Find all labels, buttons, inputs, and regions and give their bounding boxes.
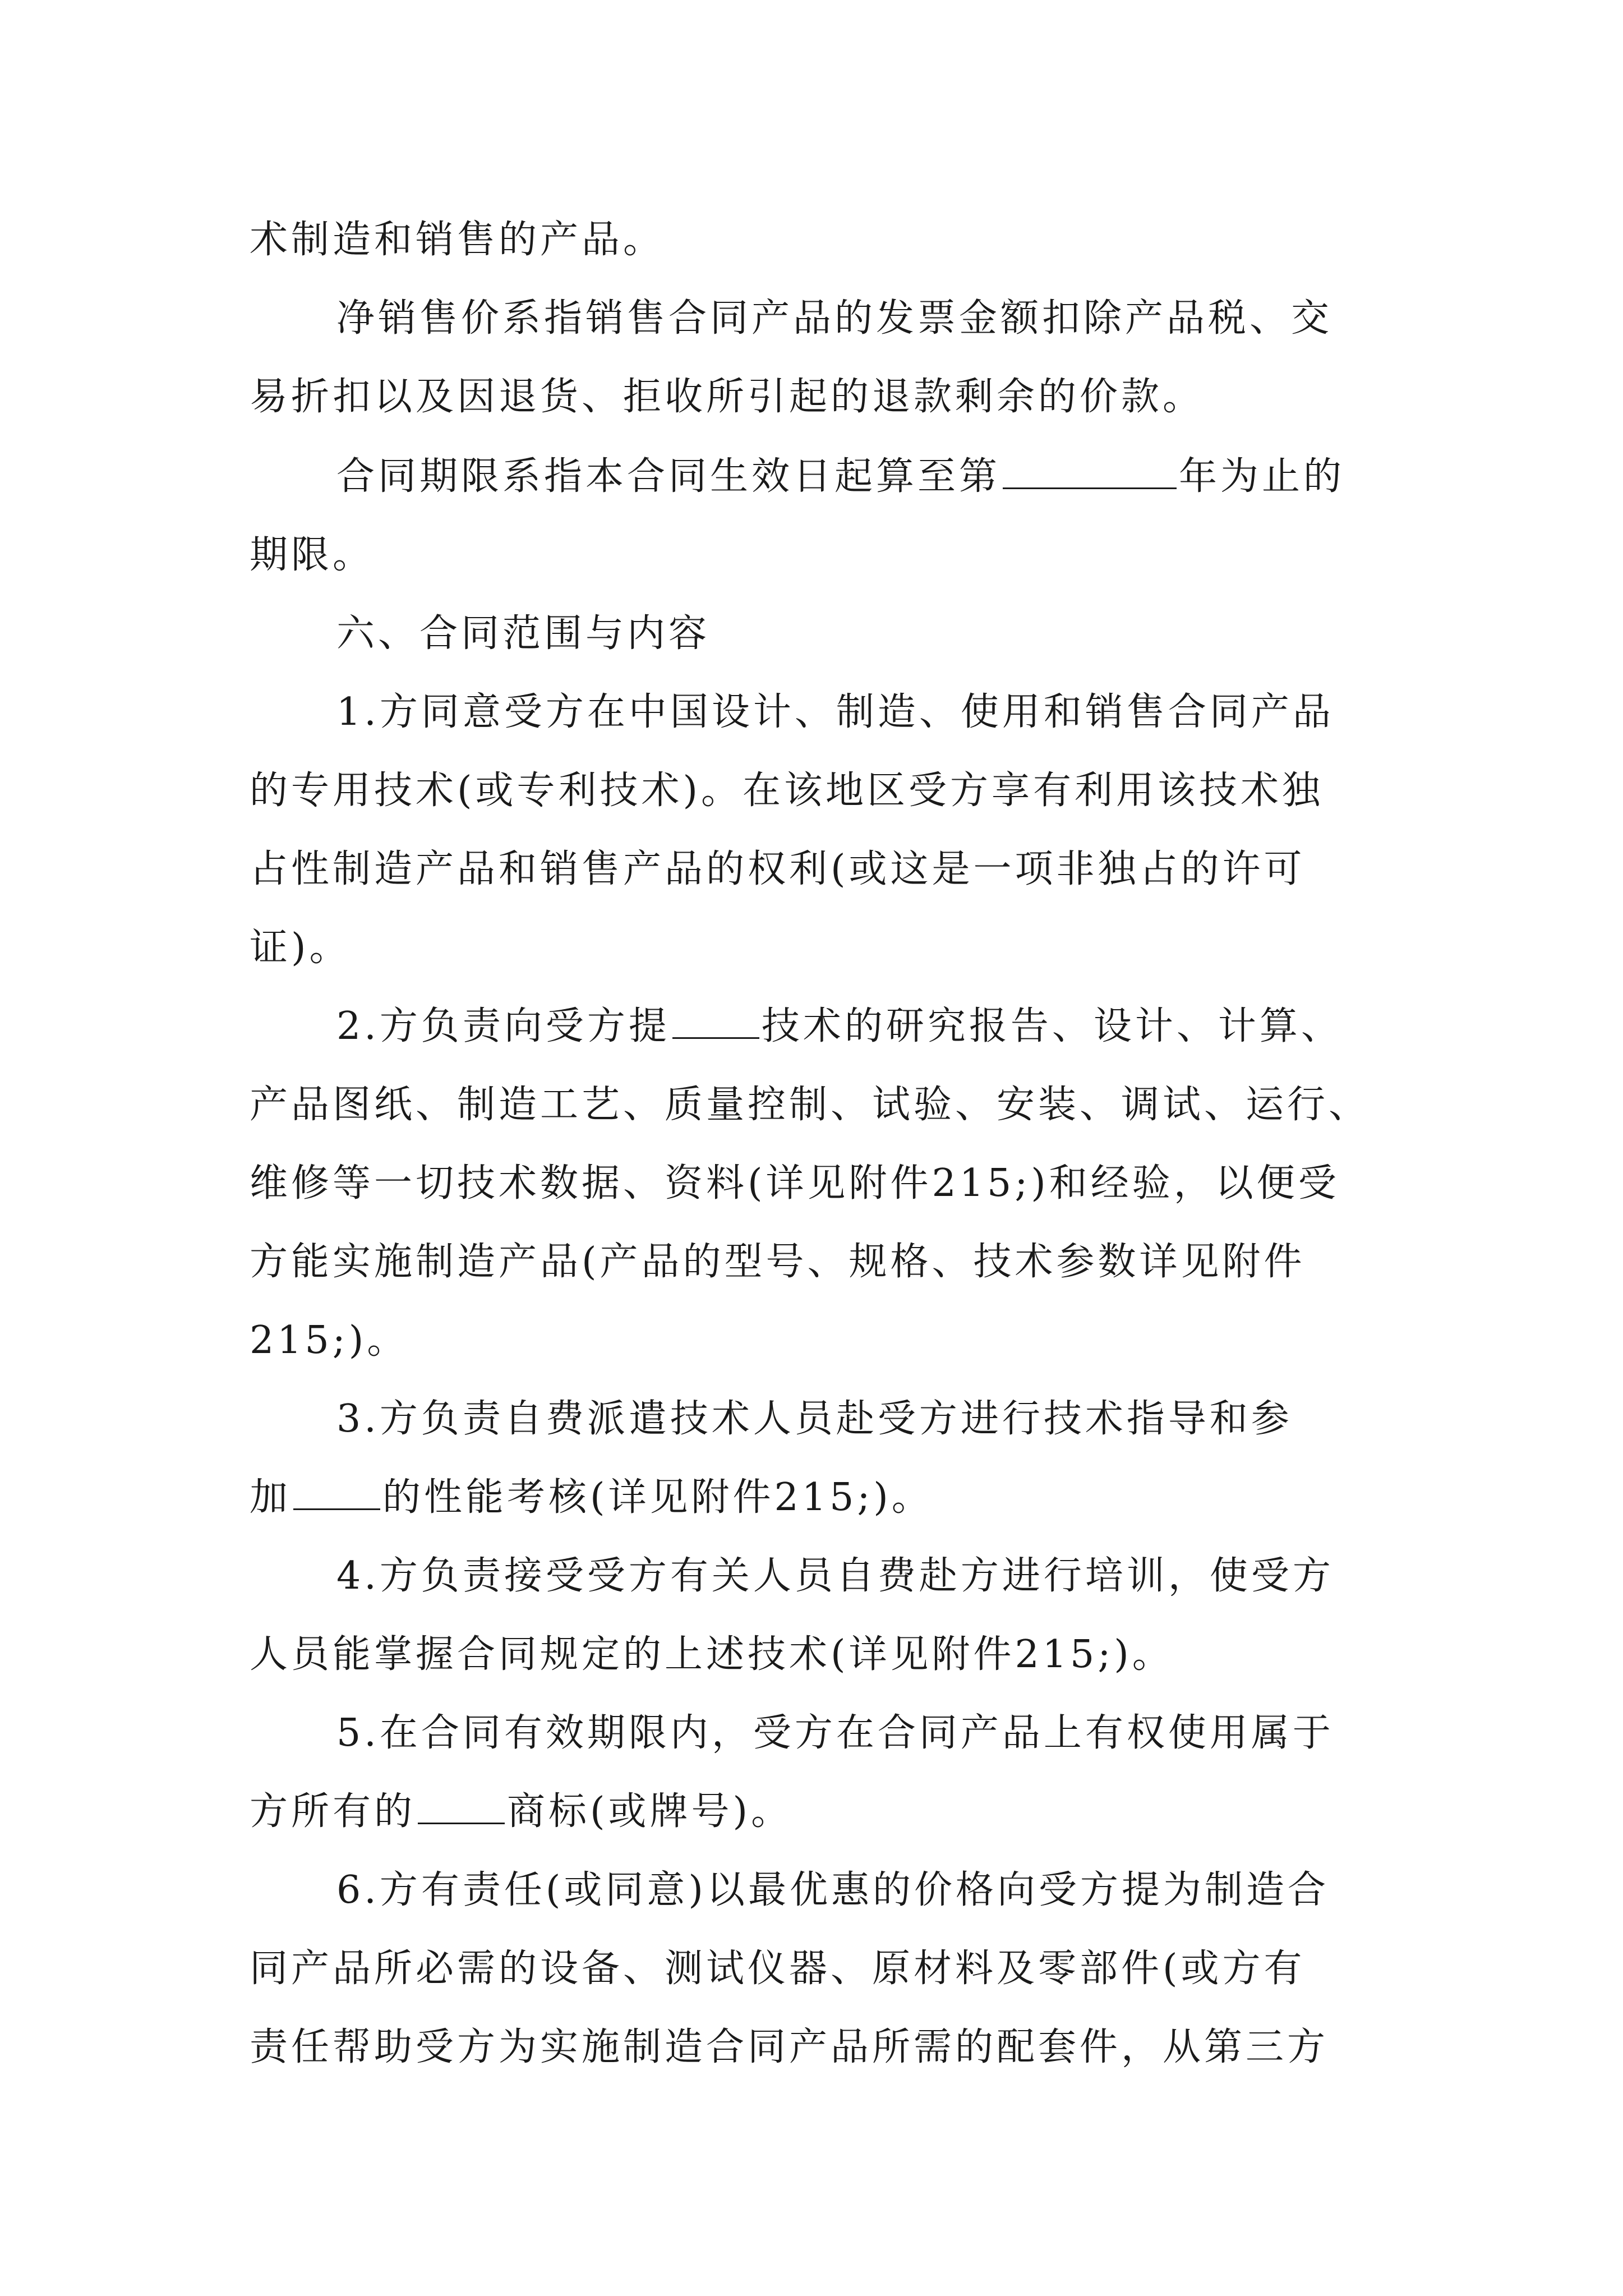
line-text: 215;)。 xyxy=(250,1318,409,1363)
line-text: 3.方负责自费派遣技术人员赴受方进行技术指导和参 xyxy=(336,1397,1293,1441)
text-line xyxy=(250,763,1324,819)
line-text: 6.方有责任(或同意)以最优惠的价格向受方提为制造合 xyxy=(336,1868,1329,1912)
line-text: 2.方负责向受方提 xyxy=(336,1004,670,1048)
line-text: 责任帮助受方为实施制造合同产品所需的配套件，从第三方 xyxy=(250,2025,1329,2069)
clause-3 xyxy=(336,1391,1293,1447)
line-text: 期限。 xyxy=(250,533,375,577)
fill-in-blank[interactable] xyxy=(672,1005,759,1039)
line-text: 的性能考核(详见附件215;)。 xyxy=(382,1475,933,1520)
line-text: 方所有的 xyxy=(250,1789,416,1834)
line-text: 年为止的 xyxy=(1179,454,1345,499)
clause-2 xyxy=(336,999,1343,1055)
clause-4 xyxy=(336,1548,1334,1604)
section-title: 六、合同范围与内容 xyxy=(336,611,711,656)
line-text: 技术的研究报告、设计、计算、 xyxy=(761,1004,1343,1048)
line-text: 维修等一切技术数据、资料(详见附件215;)和经验，以便受 xyxy=(250,1161,1340,1205)
clause-5 xyxy=(336,1705,1334,1761)
text-line xyxy=(250,1627,1174,1683)
line-text: 同产品所必需的设备、测试仪器、原材料及零部件(或方有 xyxy=(250,1947,1306,1991)
fill-in-blank[interactable] xyxy=(1003,455,1177,489)
paragraph-net-price xyxy=(336,291,1332,347)
text-line xyxy=(250,1077,1370,1133)
clause-6 xyxy=(336,1862,1329,1918)
clause-1 xyxy=(336,684,1334,740)
text-line xyxy=(250,1234,1306,1290)
fill-in-blank[interactable] xyxy=(418,1790,505,1824)
paragraph-contract-term xyxy=(336,449,1345,505)
line-text: 净销售价系指销售合同产品的发票金额扣除产品税、交 xyxy=(336,296,1333,341)
text-line xyxy=(250,2019,1329,2076)
text-line xyxy=(250,1941,1306,1997)
text-line xyxy=(250,1784,792,1840)
line-text: 加 xyxy=(250,1475,292,1520)
text-line xyxy=(250,1313,408,1369)
text-line xyxy=(250,527,374,583)
line-text: 证)。 xyxy=(250,926,351,970)
section-heading xyxy=(336,606,710,662)
line-text: 易折扣以及因退货、拒收所引起的退款剩余的价款。 xyxy=(250,375,1205,419)
fill-in-blank[interactable] xyxy=(293,1476,380,1510)
line-text: 产品图纸、制造工艺、质量控制、试验、安装、调试、运行、 xyxy=(250,1083,1371,1127)
text-line xyxy=(250,212,665,268)
text-line xyxy=(250,1156,1340,1212)
text-line xyxy=(250,920,351,976)
text-line xyxy=(250,841,1306,898)
line-text: 商标(或牌号)。 xyxy=(507,1789,793,1834)
line-text: 术制造和销售的产品。 xyxy=(250,218,665,262)
line-text: 人员能掌握合同规定的上述技术(详见附件215;)。 xyxy=(250,1632,1174,1677)
line-text: 5.在合同有效期限内，受方在合同产品上有权使用属于 xyxy=(336,1711,1334,1755)
line-text: 1.方同意受方在中国设计、制造、使用和销售合同产品 xyxy=(336,690,1334,734)
text-line xyxy=(250,1470,933,1526)
line-text: 的专用技术(或专利技术)。在该地区受方享有利用该技术独 xyxy=(250,769,1324,813)
text-line xyxy=(250,369,1204,425)
line-text: 4.方负责接受受方有关人员自费赴方进行培训，使受方 xyxy=(336,1554,1334,1598)
line-text: 占性制造产品和销售产品的权利(或这是一项非独占的许可 xyxy=(250,847,1306,891)
line-text: 方能实施制造产品(产品的型号、规格、技术参数详见附件 xyxy=(250,1240,1306,1284)
line-text: 合同期限系指本合同生效日起算至第 xyxy=(336,454,1001,499)
